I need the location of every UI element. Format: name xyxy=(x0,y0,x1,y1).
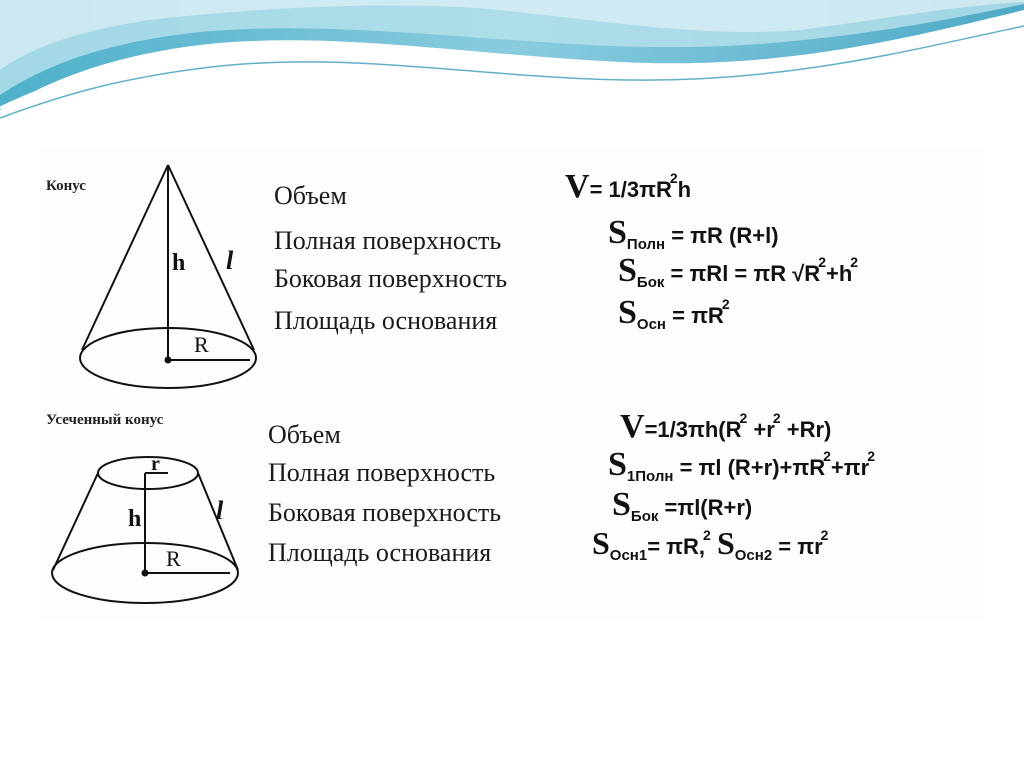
cone-volume-label: Объем xyxy=(274,181,347,210)
cone-total-surface-label: Полная поверхность xyxy=(274,226,502,255)
cone-total-surface-formula: $S_{Полн} = \pi R$ (R+l) xyxy=(608,214,779,253)
cone-title: Конус xyxy=(46,178,86,194)
frustum-diagram xyxy=(52,457,238,603)
frustum-total-surface-label: Полная поверхность xyxy=(268,458,496,487)
frustum-lateral-surface-formula: $S_{Бок} =\pi l(R+r)$ xyxy=(612,486,753,525)
formula-panel xyxy=(40,150,985,620)
cone-diagram xyxy=(80,165,256,388)
cone-base-area-formula: $S_{Осн} = \pi R^2$ xyxy=(618,294,730,333)
frustum-base-area-label: Площадь основания xyxy=(268,538,492,567)
cone-volume-formula: $V= 1/3\pi R^2h$ xyxy=(565,168,692,205)
cone-lateral-surface-formula: $S_{Бок} = \pi Rl = \pi R$ $√R^2+h^2$ xyxy=(618,252,859,291)
frustum-slant-label: l xyxy=(216,496,224,525)
frustum-lateral-surface-label: Боковая поверхность xyxy=(268,498,502,527)
frustum-volume-label: Объем xyxy=(268,420,341,449)
frustum-title: Усеченный конус xyxy=(46,412,164,428)
frustum-radius-label: R xyxy=(166,546,181,571)
wave-header-decoration xyxy=(0,0,1024,150)
frustum-total-surface-formula: $S_{1Полн} = \pi l$ $(R+r)+\pi R^2+\pi r^2$ xyxy=(608,446,875,485)
cone-radius-label: R xyxy=(194,332,209,357)
frustum-volume-formula: $V=1/3\pi h(R^2 +r^2 +Rr)$ xyxy=(620,408,832,445)
cone-height-label: h xyxy=(172,250,186,276)
cone-base-area-label: Площадь основания xyxy=(274,306,498,335)
frustum-base-area-formula: $S_{Осн1}= \pi R,^2$ $S_{Осн2} = \pi r^2$ xyxy=(592,525,829,564)
cone-slant-label: l xyxy=(226,246,234,275)
cone-lateral-surface-label: Боковая поверхность xyxy=(274,264,508,293)
frustum-small-radius-label: r xyxy=(151,453,160,475)
frustum-height-label: h xyxy=(128,506,142,532)
